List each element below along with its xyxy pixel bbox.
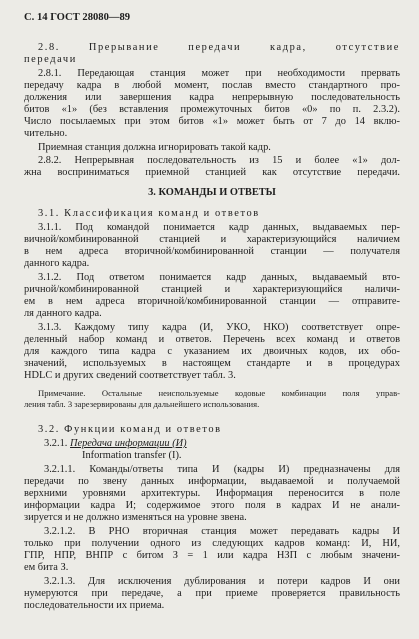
section-3-2-1-heading [44,438,419,450]
paragraph-line: данного кадра. [24,258,90,269]
paragraph-line: вичной/комбинированной станцией и характеризующийся наличием [24,234,400,245]
paragraph-line: только при получении одного из следующих кадров команд: И, НИ, [24,538,400,549]
section-3-1-title: 3.1. Классификация команд и ответов [38,208,260,219]
paragraph-line: зируется и не должно изменяться на уровне звена. [24,512,247,523]
paragraph-line: 3.2.1.1. Команды/ответы типа И (кадры И) предназначены для [44,464,400,475]
paragraph-line: ричной/комбинированной станцией и характеризующийся наличи- [24,284,400,295]
paragraph-line: чительно. [24,128,68,139]
paragraph-line: 2.8.2. Непрерывная последовательность из 15 и более «1» дол- [38,155,400,166]
paragraph-line: жна восприниматься приемной станцией как отсутствие передачи. [24,167,400,178]
paragraph-line: 3.1.2. Под ответом понимается кадр данных, выдаваемый вто- [38,272,400,283]
paragraph-line: передачу кадра в любой момент, послав вместо стандартного про- [24,80,400,91]
paragraph-line: ГПР, НПР, ВНПР с битом З = 1 или кадра НЗП с любым значени- [24,550,400,561]
section-3-2-title: 3.2. Функции команд и ответов [38,424,222,435]
paragraph-line: 3.2.1.3. Для исключения дублирования и потери кадров И они [44,576,400,587]
paragraph-line: в нем адреса вторичной/комбинированной станции — получателя [24,246,400,257]
section-3-2-1-title: Передача информации (И) [70,438,187,449]
paragraph-line: 2.8.1. Передающая станция может при необходимости прервать [38,68,400,79]
paragraph-line: ля данного кадра. [24,308,102,319]
section-3-title: 3. КОМАНДЫ И ОТВЕТЫ [148,187,276,198]
paragraph-line: значений, используемых в настоящем стандарте и в процедурах [24,358,400,369]
paragraph-line: последовательности их приема. [24,600,165,611]
paragraph-line: 3.1.3. Каждому типу кадра (И, УКО, НКО) соответствует опре- [38,322,400,333]
section-3-2-1-number: 3.2.1. [44,438,68,449]
section-2-8-title-cont: передачи [24,54,77,65]
note-line: Примечание. Остальные неиспользуемые кодовые комбинации поля управ- [38,388,400,398]
paragraph-line: ем в нем адреса вторичной/комбинированной станции — отправите- [24,296,400,307]
paragraph-line: ем бита З. [24,562,69,573]
page-header: С. 14 ГОСТ 28080—89 [24,12,131,23]
paragraph-line: информации кадра И; содержимое этого поля в кадрах И не анали- [24,500,400,511]
paragraph-line: HDLC и других сведений соответствует табл. 3. [24,370,236,381]
section-2-8-title: 2.8. Прерывание передачи кадра, отсутствие [38,42,400,53]
paragraph-line: нумеруются при передаче, а при приеме проверяется правильность [24,588,400,599]
paragraph-line: битов «1» (без вставления промежуточных битов «0» по п. 2.3.2). [24,104,400,115]
section-3-2-1-english: Information transfer (I). [82,450,182,461]
paragraph-line: верхними уровнями архитектуры. Информация переносится в поле [24,488,400,499]
paragraph-line: 3.2.1.2. В РНО вторичная станция может передавать кадры И [44,526,400,537]
paragraph-line: 3.1.1. Под командой понимается кадр данных, выдаваемых пер- [38,222,400,233]
paragraph-line: должения или завершения кадра непрерывную последовательность [24,92,400,103]
paragraph-line: Число посылаемых при этом битов «1» может быть от 7 до 14 вклю- [24,116,400,127]
paragraph-line: Приемная станция должна игнорировать такой кадр. [38,142,271,153]
paragraph-line: передачи по звену данных информации, выдаваемой и получаемой [24,476,400,487]
paragraph-line: для каждого типа кадра с указанием их двоичных кодов, их обо- [24,346,400,357]
note-line: ления табл. 3 зарезервированы для дальнейшего использования. [24,399,260,409]
paragraph-line: деленный набор команд и ответов. Перечень всех команд и ответов [24,334,400,345]
